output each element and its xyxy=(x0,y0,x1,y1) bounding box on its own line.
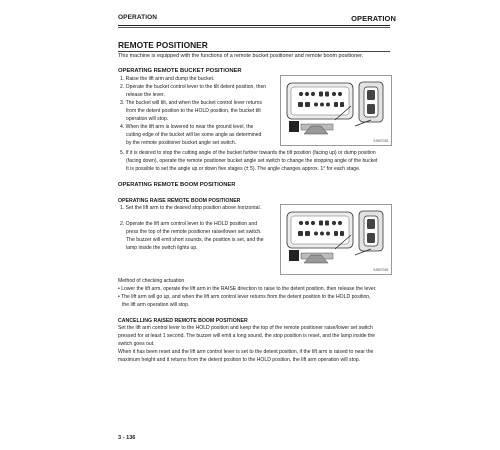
boom-switch-figure xyxy=(280,204,392,275)
header-right: OPERATION xyxy=(351,14,396,23)
section-title: REMOTE POSITIONER xyxy=(118,40,208,50)
switch-panel-illustration xyxy=(281,76,391,145)
header-rule xyxy=(118,25,390,26)
boom-figure-code: 9JH07028 xyxy=(373,268,388,272)
boom-line-6: lamp inside the switch lights up. xyxy=(126,245,198,251)
cancel-heading: CANCELLING RAISED REMOTE BOOM POSITIONER xyxy=(118,318,248,324)
cancel-line-5: maximum height and it returns from the detent position to the HOLD position, the lift arm operation will stop. xyxy=(118,357,361,363)
header-left: OPERATION xyxy=(118,14,158,21)
bucket-line-1: 1. Raise the lift arm and dump the bucket. xyxy=(120,76,215,82)
boom-line-1: 1. Set the lift arm to the desired stop position above horizontal. xyxy=(120,205,262,211)
boom-raise-heading: OPERATING RAISE REMOTE BOOM POSITIONER xyxy=(118,198,241,204)
bucket-line-3: release the lever. xyxy=(126,92,165,98)
bucket-step5-line-3: It is possible to set the angle up or down five stages (± 5). The angle changes approx. 1° for each stage. xyxy=(126,166,361,172)
section-intro: This machine is equipped with the functions of a remote bucket positioner and remote boom positioner. xyxy=(118,53,364,59)
bucket-line-7: 4. When the lift arm is lowered to near the ground level, the xyxy=(120,124,254,130)
method-bullet-1: • Lower the lift arm, operate the lift arm in the RAISE direction to raise to the detent position, then release the lever. xyxy=(118,286,377,292)
boom-line-5: The buzzer will emit short sounds, the position is set, and the xyxy=(126,237,264,243)
section-title-underline xyxy=(118,51,390,52)
boom-line-3: 2. Operate the lift arm control lever to the HOLD position and xyxy=(120,221,258,227)
boom-heading: OPERATING REMOTE BOOM POSITIONER xyxy=(118,182,236,188)
bucket-line-4: 3. The bucket will tilt, and when the bucket control lever returns xyxy=(120,100,263,106)
switch-panel-illustration xyxy=(281,205,391,274)
bucket-heading: OPERATING REMOTE BUCKET POSITIONER xyxy=(118,68,242,74)
cancel-line-3: switch goes out. xyxy=(118,341,155,347)
bucket-line-6: operation will stop. xyxy=(126,116,169,122)
bucket-switch-figure xyxy=(280,75,392,146)
method-bullet-2: • The lift arm will go up, and when the lift arm control lever returns from the detent position to the HOLD position, xyxy=(118,294,371,300)
cancel-line-1: Set the lift arm control lever to the HOLD position and keep the top of the remote positioner raise/lower set switch xyxy=(118,325,373,331)
method-title: Method of checking actuation xyxy=(118,278,185,284)
cancel-line-4: When it has been reset and the lift arm control lever is set to the detent position, if the lift arm is raised to near the xyxy=(118,349,374,355)
bucket-figure-code: 9JH07028 xyxy=(373,139,388,143)
page-number: 3 - 136 xyxy=(118,435,136,441)
bucket-line-2: 2. Operate the bucket control lever to the tilt detent position, then xyxy=(120,84,267,90)
bucket-line-9: by the remote positioner bucket angle set switch. xyxy=(126,140,237,146)
bucket-step5-line-1: 5. If it is desired to stop the cutting angle of the bucket further towards the tilt position (facing up) or dump position xyxy=(120,150,376,156)
cancel-line-2: pressed for at least 1 second. The buzzer will emit a long sound, the stop position is reset, and the lamp inside the xyxy=(118,333,376,339)
method-bullet-2-cont: the lift arm operation will stop. xyxy=(122,302,190,308)
header-rule-thin xyxy=(118,27,390,28)
bucket-line-8: cutting edge of the bucket will be some angle as determined xyxy=(126,132,262,138)
boom-line-4: press the top of the remote positioner raise/lower set switch. xyxy=(126,229,262,235)
bucket-line-5: from the detent position to the HOLD position, the bucket tilt xyxy=(126,108,261,114)
bucket-step5-line-2: (facing down), operate the remote positioner bucket angle set switch to change the stopping angle of the bucket xyxy=(126,158,378,164)
